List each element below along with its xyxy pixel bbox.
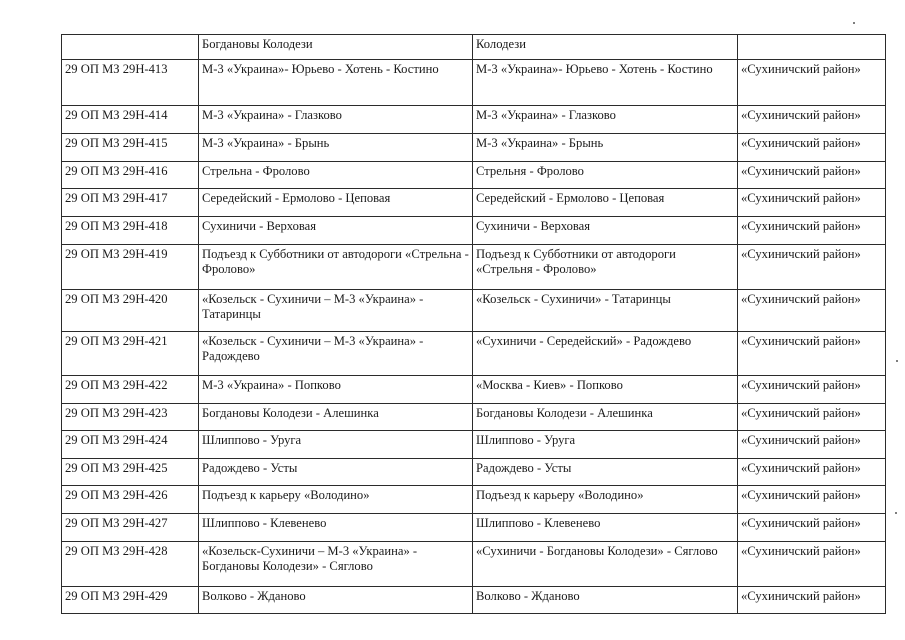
- row-code-cell: 29 ОП МЗ 29Н-423: [62, 404, 199, 431]
- row-code-cell: 29 ОП МЗ 29Н-416: [62, 162, 199, 189]
- table-row: [62, 217, 886, 245]
- row-old-name-cell: М-3 «Украина»- Юрьево - Хотень - Костино: [199, 60, 473, 106]
- table-row: [62, 134, 886, 162]
- header-cell-old-name: Богдановы Колодези: [199, 35, 473, 60]
- row-code-cell: 29 ОП МЗ 29Н-417: [62, 189, 199, 217]
- row-district-cell: «Сухиничский район»: [738, 60, 886, 106]
- row-old-name-cell: Богдановы Колодези - Алешинка: [199, 404, 473, 431]
- row-old-name-cell: Сухиничи - Верховая: [199, 217, 473, 245]
- row-district-cell: «Сухиничский район»: [738, 431, 886, 459]
- row-district-cell: «Сухиничский район»: [738, 514, 886, 542]
- row-district-cell: «Сухиничский район»: [738, 134, 886, 162]
- row-new-name-cell: «Сухиничи - Середейский» - Радождево: [473, 332, 738, 376]
- row-code-cell: 29 ОП МЗ 29Н-414: [62, 106, 199, 134]
- roads-table-body: [62, 35, 886, 614]
- row-code-cell: 29 ОП МЗ 29Н-413: [62, 60, 199, 106]
- row-district-cell: «Сухиничский район»: [738, 106, 886, 134]
- row-district-cell: «Сухиничский район»: [738, 217, 886, 245]
- row-district-cell: «Сухиничский район»: [738, 290, 886, 332]
- row-new-name-cell: Подъезд к Субботники от автодороги «Стрельня - Фролово»: [473, 245, 738, 290]
- scan-speck: [896, 360, 898, 362]
- row-district-cell: «Сухиничский район»: [738, 245, 886, 290]
- row-new-name-cell: Шлиппово - Клевенево: [473, 514, 738, 542]
- row-code-cell: 29 ОП МЗ 29Н-426: [62, 486, 199, 514]
- row-old-name-cell: Стрельна - Фролово: [199, 162, 473, 189]
- row-code-cell: 29 ОП МЗ 29Н-422: [62, 376, 199, 404]
- row-old-name-cell: «Козельск - Сухиничи – М-3 «Украина» - Татаринцы: [199, 290, 473, 332]
- row-old-name-cell: Подъезд к Субботники от автодороги «Стрельна - Фролово»: [199, 245, 473, 290]
- row-code-cell: 29 ОП МЗ 29Н-418: [62, 217, 199, 245]
- row-code-cell: 29 ОП МЗ 29Н-425: [62, 459, 199, 486]
- row-new-name-cell: «Сухиничи - Богдановы Колодези» - Сяглово: [473, 542, 738, 587]
- roads-table: [61, 34, 886, 614]
- row-code-cell: 29 ОП МЗ 29Н-421: [62, 332, 199, 376]
- row-district-cell: «Сухиничский район»: [738, 542, 886, 587]
- row-district-cell: «Сухиничский район»: [738, 404, 886, 431]
- table-row: [62, 290, 886, 332]
- row-new-name-cell: «Москва - Киев» - Попково: [473, 376, 738, 404]
- row-new-name-cell: Стрельня - Фролово: [473, 162, 738, 189]
- row-new-name-cell: М-3 «Украина»- Юрьево - Хотень - Костино: [473, 60, 738, 106]
- table-row: [62, 162, 886, 189]
- header-cell-new-name: Колодези: [473, 35, 738, 60]
- row-district-cell: «Сухиничский район»: [738, 486, 886, 514]
- row-new-name-cell: Подъезд к карьеру «Володино»: [473, 486, 738, 514]
- row-district-cell: «Сухиничский район»: [738, 332, 886, 376]
- row-old-name-cell: Шлиппово - Уруга: [199, 431, 473, 459]
- row-code-cell: 29 ОП МЗ 29Н-429: [62, 587, 199, 614]
- row-old-name-cell: М-3 «Украина» - Глазково: [199, 106, 473, 134]
- scan-speck: [895, 512, 897, 514]
- row-new-name-cell: Сухиничи - Верховая: [473, 217, 738, 245]
- row-district-cell: «Сухиничский район»: [738, 189, 886, 217]
- header-cell-district: [738, 35, 886, 60]
- row-new-name-cell: Радождево - Усты: [473, 459, 738, 486]
- table-row: [62, 587, 886, 614]
- row-new-name-cell: Волково - Жданово: [473, 587, 738, 614]
- row-code-cell: 29 ОП МЗ 29Н-420: [62, 290, 199, 332]
- row-district-cell: «Сухиничский район»: [738, 459, 886, 486]
- table-row: [62, 486, 886, 514]
- row-old-name-cell: «Козельск-Сухиничи – М-3 «Украина» - Богдановы Колодези» - Сяглово: [199, 542, 473, 587]
- row-code-cell: 29 ОП МЗ 29Н-424: [62, 431, 199, 459]
- row-new-name-cell: Шлиппово - Уруга: [473, 431, 738, 459]
- row-new-name-cell: Богдановы Колодези - Алешинка: [473, 404, 738, 431]
- row-code-cell: 29 ОП МЗ 29Н-428: [62, 542, 199, 587]
- row-new-name-cell: М-3 «Украина» - Брынь: [473, 134, 738, 162]
- table-row: [62, 431, 886, 459]
- table-row: [62, 245, 886, 290]
- header-cell-code: [62, 35, 199, 60]
- scan-speck: [853, 22, 855, 24]
- row-district-cell: «Сухиничский район»: [738, 162, 886, 189]
- row-district-cell: «Сухиничский район»: [738, 587, 886, 614]
- table-row: [62, 189, 886, 217]
- table-row: [62, 60, 886, 106]
- row-code-cell: 29 ОП МЗ 29Н-427: [62, 514, 199, 542]
- table-row: [62, 542, 886, 587]
- row-code-cell: 29 ОП МЗ 29Н-415: [62, 134, 199, 162]
- row-old-name-cell: М-3 «Украина» - Попково: [199, 376, 473, 404]
- table-row: [62, 332, 886, 376]
- table-header-row: [62, 35, 886, 60]
- table-row: [62, 106, 886, 134]
- row-old-name-cell: Середейский - Ермолово - Цеповая: [199, 189, 473, 217]
- row-old-name-cell: Радождево - Усты: [199, 459, 473, 486]
- table-row: [62, 459, 886, 486]
- row-old-name-cell: Подъезд к карьеру «Володино»: [199, 486, 473, 514]
- row-new-name-cell: «Козельск - Сухиничи» - Татаринцы: [473, 290, 738, 332]
- row-old-name-cell: «Козельск - Сухиничи – М-3 «Украина» - Радождево: [199, 332, 473, 376]
- row-old-name-cell: Волково - Жданово: [199, 587, 473, 614]
- row-district-cell: «Сухиничский район»: [738, 376, 886, 404]
- row-new-name-cell: Середейский - Ермолово - Цеповая: [473, 189, 738, 217]
- row-code-cell: 29 ОП МЗ 29Н-419: [62, 245, 199, 290]
- table-row: [62, 404, 886, 431]
- table-row: [62, 514, 886, 542]
- row-old-name-cell: Шлиппово - Клевенево: [199, 514, 473, 542]
- row-old-name-cell: М-3 «Украина» - Брынь: [199, 134, 473, 162]
- row-new-name-cell: М-3 «Украина» - Глазково: [473, 106, 738, 134]
- table-row: [62, 376, 886, 404]
